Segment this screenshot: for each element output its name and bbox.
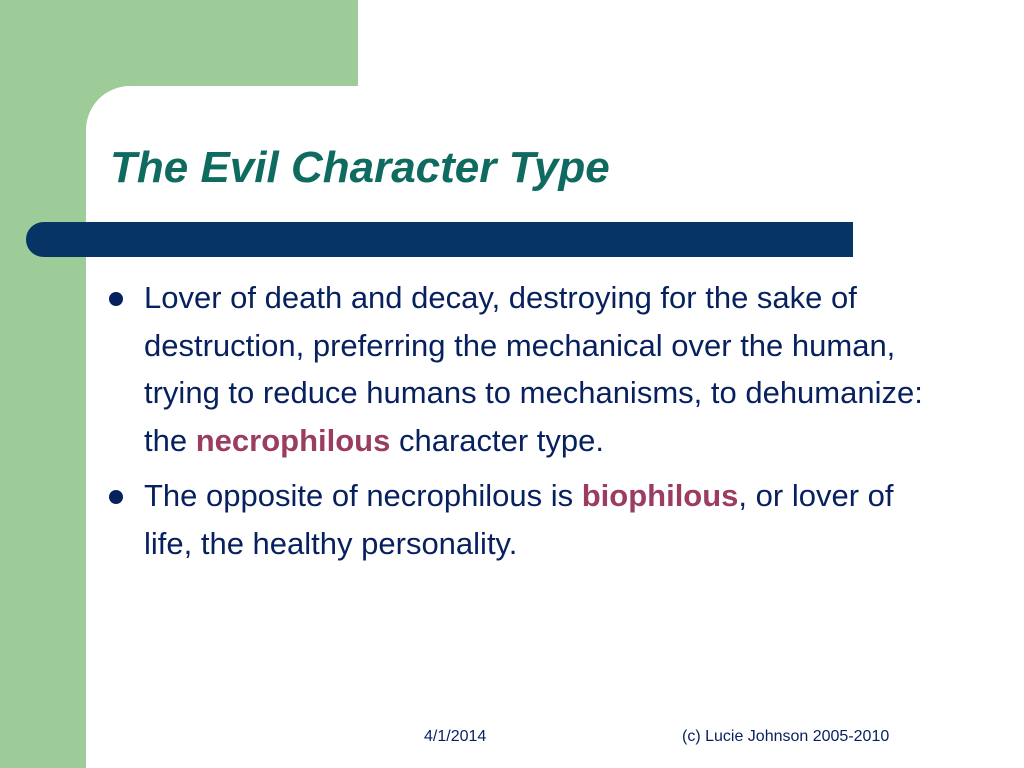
bullet-2-highlight: biophilous <box>581 478 739 513</box>
bullet-1-text-before: Lover of death and decay, destroying for the sake of destruction, preferring the mechanical over the human, trying to reduce humans to mechanisms, to dehumanize: the <box>144 280 923 458</box>
bullet-1-text-after: character type. <box>390 422 605 458</box>
title-underline-bar <box>26 222 853 257</box>
bullet-dot-icon <box>109 292 123 306</box>
footer-date: 4/1/2014 <box>424 728 487 745</box>
bullet-dot-icon <box>109 490 123 504</box>
bullet-item-1 <box>105 274 945 464</box>
bullet-2-text-after: , or lover of life, the healthy personality. <box>144 478 894 561</box>
bullet-1-highlight: necrophilous <box>195 422 391 458</box>
bullet-2-text-before: The opposite of necrophilous is <box>144 478 582 513</box>
bullet-item-2 <box>105 472 945 567</box>
footer-copyright: (c) Lucie Johnson 2005-2010 <box>682 728 890 745</box>
bullet-list <box>105 274 945 575</box>
slide-title: The Evil Character Type <box>110 143 610 192</box>
